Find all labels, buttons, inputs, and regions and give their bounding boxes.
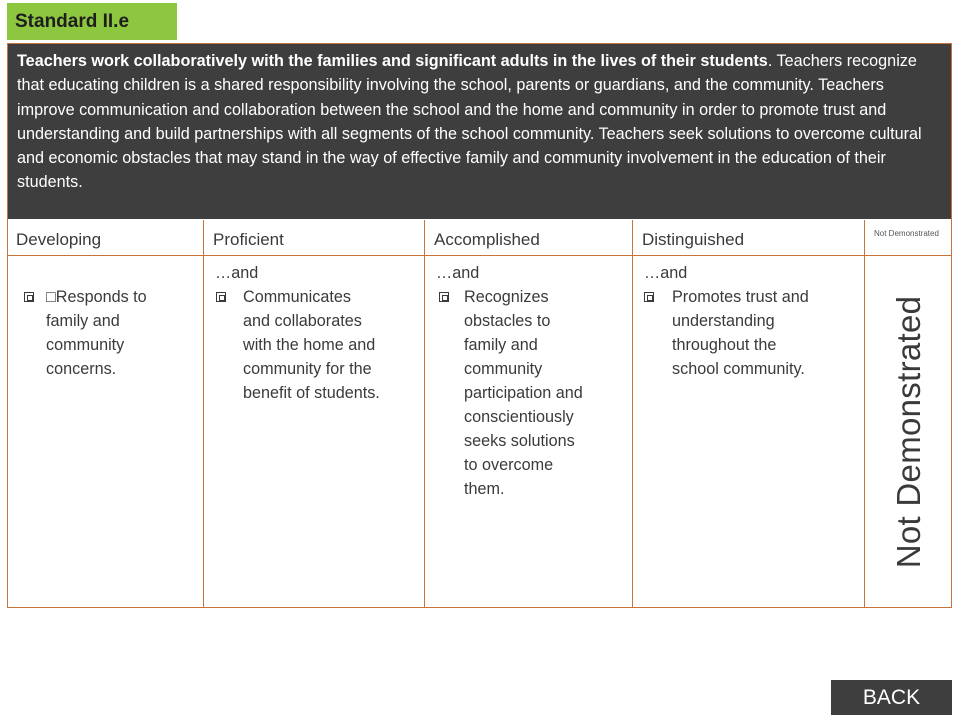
header-distinguished: Distinguished (633, 220, 865, 256)
distinguished-line-3: throughout the (672, 336, 777, 354)
developing-line-4: concerns. (46, 360, 117, 378)
accomplished-line-8: to overcome (464, 456, 554, 474)
distinguished-line-2: understanding (672, 312, 775, 330)
back-button[interactable]: BACK (831, 680, 952, 715)
accomplished-line-3: family and (464, 336, 538, 354)
header-not-demonstrated (865, 220, 952, 256)
checkbox-icon (644, 292, 654, 302)
header-not-demonstrated-text: Not Demonstrated (874, 229, 939, 238)
accomplished-line-2: obstacles to (464, 312, 551, 330)
proficient-and: …and (215, 264, 259, 282)
description-rest: . Teachers recognize that educating children is a shared responsibility involving the school, parents or guardians, and the community. Teachers improve communication and collaboration between the school and the home and community in order to promote trust and understanding and build partnerships with all segments of the school community. Teachers seek solutions to overcome cultural and economic obstacles that may stand in the way of effective family and community involvement in the education of their students. (17, 52, 922, 192)
proficient-line-1: Communicates (243, 288, 351, 306)
standard-description (7, 43, 952, 219)
not-demonstrated-label: Not Demonstrated (890, 295, 927, 569)
accomplished-and: …and (436, 264, 480, 282)
header-developing: Developing (7, 220, 204, 256)
accomplished-line-9: them. (464, 480, 505, 498)
header-proficient: Proficient (204, 220, 425, 256)
checkbox-icon (216, 292, 226, 302)
proficient-line-2: and collaborates (243, 312, 362, 330)
proficient-line-3: with the home and (243, 336, 376, 354)
accomplished-line-4: community (464, 360, 543, 378)
distinguished-line-4: school community. (672, 360, 805, 378)
accomplished-line-1: Recognizes (464, 288, 549, 306)
cell-not-demonstrated (867, 256, 951, 608)
proficient-line-4: community for the (243, 360, 372, 378)
accomplished-line-6: conscientiously (464, 408, 574, 426)
standard-tab: Standard II.e (7, 3, 177, 40)
proficient-line-5: benefit of students. (243, 384, 380, 402)
cell-distinguished (633, 256, 865, 608)
cell-proficient (204, 256, 425, 608)
developing-line-1: □Responds to (46, 288, 147, 306)
cell-developing (7, 256, 204, 608)
cell-accomplished (425, 256, 633, 608)
accomplished-line-5: participation and (464, 384, 583, 402)
developing-line-2: family and (46, 312, 120, 330)
checkbox-icon (439, 292, 449, 302)
accomplished-line-7: seeks solutions (464, 432, 575, 450)
distinguished-and: …and (644, 264, 688, 282)
distinguished-line-1: Promotes trust and (672, 288, 809, 306)
checkbox-icon (24, 292, 34, 302)
developing-line-3: community (46, 336, 125, 354)
header-accomplished: Accomplished (425, 220, 633, 256)
description-bold: Teachers work collaboratively with the families and significant adults in the lives of their students (17, 52, 768, 70)
